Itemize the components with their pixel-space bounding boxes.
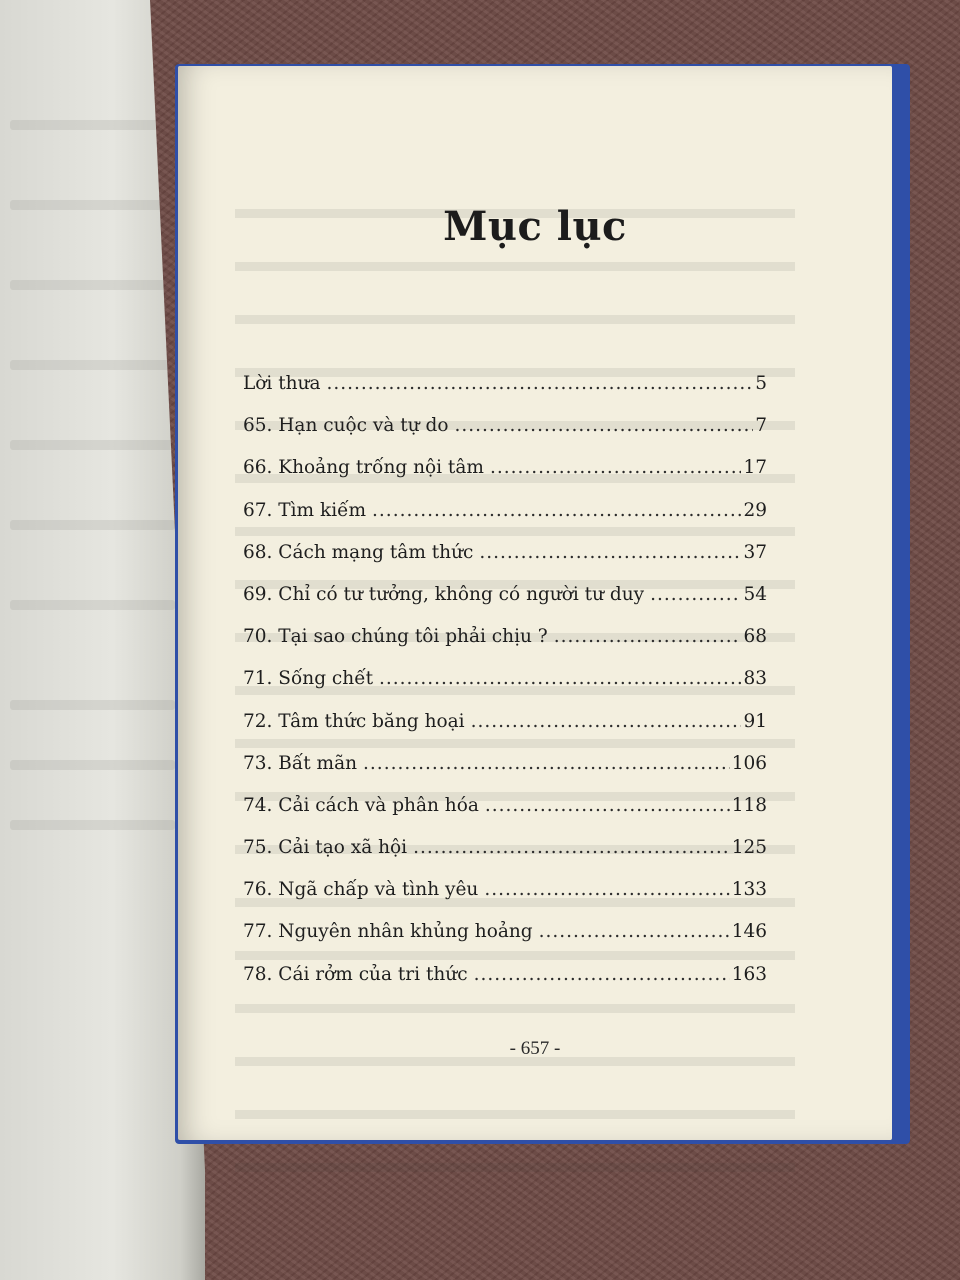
toc-entry-title: 77. Nguyên nhân khủng hoảng bbox=[243, 921, 533, 943]
toc-entry-page: 118 bbox=[731, 794, 767, 816]
page-title: Mục lục bbox=[443, 203, 627, 250]
toc-dot-leader bbox=[479, 542, 741, 563]
toc-dot-leader bbox=[327, 373, 754, 394]
toc-dot-leader bbox=[554, 626, 742, 647]
toc-entry bbox=[243, 415, 767, 457]
toc-entry-title: 71. Sống chết bbox=[243, 668, 374, 690]
toc-dot-leader bbox=[485, 795, 730, 816]
left-page-text-bleed bbox=[10, 820, 175, 830]
toc-dot-leader bbox=[539, 921, 730, 942]
toc-entry bbox=[243, 879, 767, 921]
toc-entry-page: 5 bbox=[755, 373, 767, 394]
toc-dot-leader bbox=[650, 584, 741, 605]
table-of-contents bbox=[243, 373, 767, 1006]
toc-entry-page: 91 bbox=[743, 710, 767, 732]
toc-dot-leader bbox=[372, 500, 741, 521]
toc-entry-page: 54 bbox=[743, 583, 767, 605]
left-page-text-bleed bbox=[10, 700, 175, 710]
toc-dot-leader bbox=[455, 415, 754, 436]
toc-entry-title: 67. Tìm kiếm bbox=[243, 499, 367, 521]
toc-entry bbox=[243, 457, 767, 499]
left-page-text-bleed bbox=[10, 760, 175, 770]
left-page-text-bleed bbox=[10, 440, 175, 450]
toc-entry-page: 163 bbox=[731, 963, 767, 985]
toc-entry bbox=[243, 711, 767, 753]
toc-entry bbox=[243, 795, 767, 837]
toc-entry bbox=[243, 542, 767, 584]
toc-entry-title: 69. Chỉ có tư tưởng, không có người tư duy bbox=[243, 583, 645, 605]
toc-entry bbox=[243, 964, 767, 1006]
left-page-text-bleed bbox=[10, 120, 175, 130]
toc-entry bbox=[243, 584, 767, 626]
toc-entry bbox=[243, 837, 767, 879]
toc-entry-page: 7 bbox=[755, 415, 767, 437]
toc-entry-page: 37 bbox=[743, 541, 767, 563]
toc-dot-leader bbox=[363, 753, 730, 774]
toc-entry-page: 29 bbox=[743, 499, 767, 521]
toc-entry-title: 70. Tại sao chúng tôi phải chịu ? bbox=[243, 626, 548, 648]
toc-entry bbox=[243, 500, 767, 542]
toc-entry-title: 78. Cái rởm của tri thức bbox=[243, 963, 468, 985]
left-page-text-bleed bbox=[10, 600, 175, 610]
toc-dot-leader bbox=[484, 879, 729, 900]
toc-dot-leader bbox=[413, 837, 730, 858]
toc-dot-leader bbox=[490, 457, 742, 478]
toc-dot-leader bbox=[471, 711, 742, 732]
toc-entry bbox=[243, 668, 767, 710]
toc-entry-page: 133 bbox=[731, 879, 767, 901]
toc-entry-title: 73. Bất mãn bbox=[243, 752, 358, 774]
toc-entry-page: 146 bbox=[731, 921, 767, 943]
toc-entry-title: Lời thưa bbox=[243, 373, 321, 394]
toc-entry-title: 68. Cách mạng tâm thức bbox=[243, 541, 474, 563]
toc-entry-page: 83 bbox=[743, 668, 767, 690]
toc-entry-page: 125 bbox=[731, 837, 767, 859]
toc-entry bbox=[243, 753, 767, 795]
toc-entry-title: 76. Ngã chấp và tình yêu bbox=[243, 879, 479, 901]
left-page-text-bleed bbox=[10, 200, 175, 210]
toc-entry-page: 106 bbox=[731, 752, 767, 774]
toc-entry bbox=[243, 626, 767, 668]
toc-dot-leader bbox=[474, 964, 730, 985]
toc-entry-title: 66. Khoảng trống nội tâm bbox=[243, 457, 484, 479]
toc-entry-title: 75. Cải tạo xã hội bbox=[243, 837, 408, 859]
toc-entry bbox=[243, 373, 767, 415]
toc-entry-page: 17 bbox=[743, 457, 767, 479]
toc-entry-title: 72. Tâm thức băng hoại bbox=[243, 710, 465, 732]
toc-entry-title: 65. Hạn cuộc và tự do bbox=[243, 415, 449, 437]
toc-entry-title: 74. Cải cách và phân hóa bbox=[243, 794, 479, 816]
toc-entry bbox=[243, 921, 767, 963]
left-page-text-bleed bbox=[10, 520, 175, 530]
left-page-text-bleed bbox=[10, 360, 175, 370]
page-number: - 657 - bbox=[509, 1038, 561, 1059]
toc-entry-page: 68 bbox=[743, 626, 767, 648]
toc-dot-leader bbox=[379, 668, 741, 689]
left-page-text-bleed bbox=[10, 280, 175, 290]
